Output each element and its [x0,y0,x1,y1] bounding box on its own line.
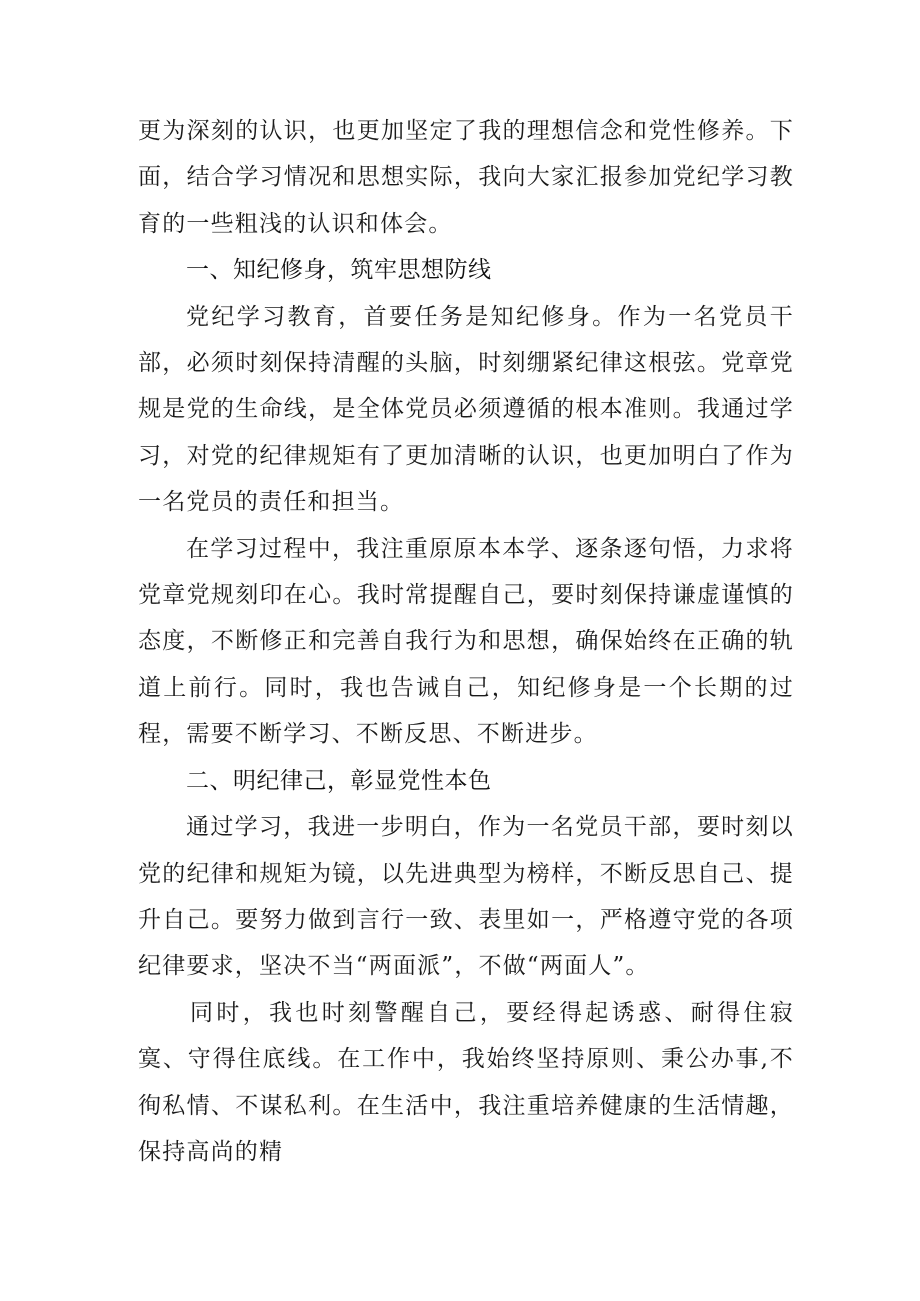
paragraph-section2-1: 通过学习，我进一步明白，作为一名党员干部，要时刻以党的纪律和规矩为镜，以先进典型为榜样，不断反思自己、提升自己。要努力做到言行一致、表里如一，严格遵守党的各项纪律要求，坚决不当“两面派”，不做“两面人”。 [138,814,794,980]
paragraph-section1-1: 党纪学习教育，首要任务是知纪修身。作为一名党员干部，必须时刻保持清醒的头脑，时刻绷紧纪律这根弦。党章党规是党的生命线，是全体党员必须遵循的根本准则。我通过学习，对党的纪律规矩有了更加清晰的认识，也更加明白了作为一名党员的责任和担当。 [138,303,794,516]
section-heading-2: 二、明纪律己，彰显党性本色 [186,767,492,794]
section-heading-1: 一、知纪修身，筑牢思想防线 [186,257,492,284]
paragraph-section2-2: 同时，我也时刻警醒自己，要经得起诱惑、耐得住寂寞、守得住底线。在工作中，我始终坚持原则、秉公办事,不徇私情、不谋私利。在生活中，我注重培养健康的生活情趣，保持高尚的精 [138,999,794,1165]
paragraph-section1-2: 在学习过程中，我注重原原本本学、逐条逐句悟，力求将党章党规刻印在心。我时常提醒自己，要时刻保持谦虚谨慎的态度，不断修正和完善自我行为和思想，确保始终在正确的轨道上前行。同时，我也告诫自己，知纪修身是一个长期的过程，需要不断学习、不断反思、不断进步。 [138,535,794,748]
document-body [138,108,794,1175]
paragraph-intro-continued: 更为深刻的认识，也更加坚定了我的理想信念和党性修养。下面，结合学习情况和思想实际，我向大家汇报参加党纪学习教育的一些粗浅的认识和体会。 [138,118,794,237]
